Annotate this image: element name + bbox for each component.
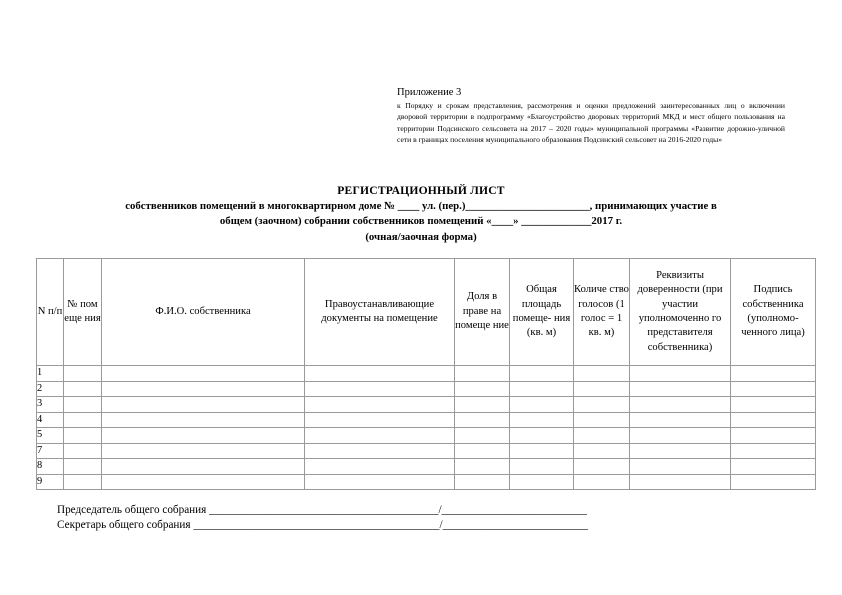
table-body [37,366,816,490]
empty-cell [574,428,630,444]
empty-cell [102,459,305,475]
empty-cell [455,459,510,475]
row-number-cell: 2 [37,381,64,397]
header-row-number: N п/п [37,259,64,366]
empty-cell [455,381,510,397]
empty-cell [731,381,816,397]
empty-cell [102,381,305,397]
empty-cell [574,412,630,428]
empty-cell [305,459,455,475]
table-row [37,366,816,382]
row-number-cell: 8 [37,459,64,475]
table-row [37,381,816,397]
header-proxy-details: Реквизиты доверенности (при участии уполномоченно го представителя собственника) [630,259,731,366]
empty-cell [630,474,731,490]
empty-cell [630,459,731,475]
secretary-signature-line: Секретарь общего собрания ____________________________________________/__________________________ [57,519,589,531]
empty-cell [510,412,574,428]
empty-cell [574,443,630,459]
empty-cell [102,366,305,382]
empty-cell [102,443,305,459]
empty-cell [510,366,574,382]
empty-cell [731,412,816,428]
empty-cell [630,381,731,397]
row-number-cell: 4 [37,412,64,428]
row-number-cell: 5 [37,428,64,444]
empty-cell [64,428,102,444]
header-vote-count: Количе ство голосов (1 голос = 1 кв. м) [574,259,630,366]
empty-cell [510,428,574,444]
row-number-cell: 3 [37,397,64,413]
row-number-cell: 7 [37,443,64,459]
empty-cell [731,428,816,444]
empty-cell [455,474,510,490]
table-row [37,428,816,444]
row-number-cell: 9 [37,474,64,490]
table-row [37,459,816,475]
empty-cell [455,397,510,413]
empty-cell [102,428,305,444]
empty-cell [455,428,510,444]
empty-cell [305,412,455,428]
registration-table [36,258,816,490]
empty-cell [731,474,816,490]
empty-cell [574,366,630,382]
empty-cell [574,381,630,397]
empty-cell [64,381,102,397]
appendix-block [397,86,785,146]
empty-cell [305,381,455,397]
empty-cell [455,443,510,459]
form-type-label: (очная/заочная форма) [365,231,477,243]
row-number-cell: 1 [37,366,64,382]
table-row [37,474,816,490]
empty-cell [630,366,731,382]
document-subtitle-line-2: общем (заочном) собрании собственников помещений «____» _____________2017 г. [219,215,623,227]
empty-cell [102,397,305,413]
empty-cell [455,412,510,428]
empty-cell [731,459,816,475]
empty-cell [305,428,455,444]
empty-cell [305,366,455,382]
document-title: РЕГИСТРАЦИОННЫЙ ЛИСТ [337,184,505,197]
empty-cell [305,397,455,413]
empty-cell [64,443,102,459]
empty-cell [64,459,102,475]
empty-cell [574,459,630,475]
empty-cell [510,474,574,490]
empty-cell [64,474,102,490]
header-ownership-share: Доля в праве на помеще ние [455,259,510,366]
empty-cell [630,397,731,413]
header-room-number: № пом еще ния [64,259,102,366]
empty-cell [574,474,630,490]
table-row [37,443,816,459]
empty-cell [64,366,102,382]
empty-cell [102,474,305,490]
table-row [37,412,816,428]
empty-cell [574,397,630,413]
header-owner-name: Ф.И.О. собственника [102,259,305,366]
empty-cell [630,428,731,444]
empty-cell [305,474,455,490]
appendix-title: Приложение 3 [397,87,462,98]
empty-cell [731,397,816,413]
empty-cell [102,412,305,428]
empty-cell [630,412,731,428]
empty-cell [64,412,102,428]
table-row [37,397,816,413]
empty-cell [731,443,816,459]
empty-cell [630,443,731,459]
empty-cell [305,443,455,459]
chairman-signature-line: Председатель общего собрания _________________________________________/__________________________ [57,504,587,516]
empty-cell [455,366,510,382]
table-header-row [37,259,816,366]
header-total-area: Общая площадь помеще- ния (кв. м) [510,259,574,366]
document-subtitle-line-1: собственников помещений в многоквартирном доме № ____ ул. (пер.)_______________________, принимающих участие в [125,200,717,212]
appendix-text: к Порядку и срокам представления, рассмотрения и оценки предложений заинтересованных лиц о включении дворовой территории в подпрограмму «Благоустройство дворовых территорий МКД и мест общего пользования на территории Подсинского сельсовета на 2017 – 2020 годы» муниципальной программы «Развитие дорожно-уличной сети в границах поселения муниципального образования Подсинский сельсовет на 2016-2020 годы» [397,101,785,145]
empty-cell [510,397,574,413]
empty-cell [510,381,574,397]
empty-cell [510,443,574,459]
header-owner-signature: Подпись собственника (уполномо- ченного лица) [731,259,816,366]
empty-cell [731,366,816,382]
empty-cell [510,459,574,475]
empty-cell [64,397,102,413]
header-ownership-documents: Правоустанавливающие документы на помещение [305,259,455,366]
